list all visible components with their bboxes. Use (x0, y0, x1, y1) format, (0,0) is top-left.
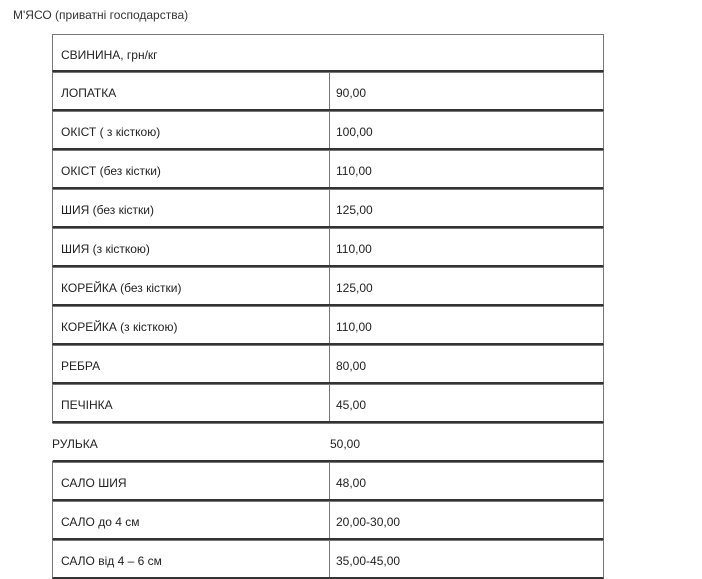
item-name: ШИЯ (з кісткою) (61, 242, 150, 256)
item-name: САЛО до 4 см (61, 515, 140, 529)
column-divider (329, 190, 330, 226)
item-name: РУЛЬКА (52, 437, 98, 451)
item-name: РЕБРА (61, 359, 101, 373)
table-row (52, 111, 604, 150)
table-row (52, 306, 604, 345)
table-row (52, 72, 604, 111)
item-price: 100,00 (336, 125, 373, 139)
item-name: САЛО від 4 – 6 см (61, 554, 162, 568)
item-name: КОРЕЙКА (з кісткою) (61, 320, 178, 334)
column-divider (329, 463, 330, 499)
item-name: ШИЯ (без кістки) (61, 203, 154, 217)
page-caption: М'ЯСО (приватні господарства) (13, 8, 189, 22)
table-row (52, 462, 604, 501)
item-name: ОКІСТ ( з кісткою) (61, 125, 161, 139)
item-price: 50,00 (330, 437, 361, 451)
column-divider (329, 112, 330, 148)
column-divider (329, 73, 330, 109)
column-divider (329, 268, 330, 304)
column-divider (329, 385, 330, 421)
price-table (52, 34, 604, 579)
table-row (52, 150, 604, 189)
table-row (52, 189, 604, 228)
item-price: 45,00 (336, 398, 367, 412)
item-price: 90,00 (336, 86, 367, 100)
table-row (52, 501, 604, 540)
item-price: 35,00-45,00 (336, 554, 401, 568)
table-row (52, 228, 604, 267)
item-name: САЛО ШИЯ (61, 476, 127, 490)
table-header: СВИНИНА, грн/кг (61, 48, 158, 62)
table-header-row (52, 34, 604, 72)
table-row (52, 540, 604, 579)
item-price: 110,00 (336, 242, 372, 256)
item-name: ПЕЧІНКА (61, 398, 113, 412)
table-row (52, 345, 604, 384)
column-divider (329, 502, 330, 538)
item-name: ОКІСТ (без кістки) (61, 164, 161, 178)
column-divider (329, 229, 330, 265)
column-divider (329, 346, 330, 382)
column-divider (329, 307, 330, 343)
item-price: 20,00-30,00 (336, 515, 401, 529)
table-row (52, 423, 604, 462)
column-divider (329, 541, 330, 577)
table-row (52, 267, 604, 306)
item-name: ЛОПАТКА (61, 86, 117, 100)
item-price: 80,00 (336, 359, 367, 373)
column-divider (329, 151, 330, 187)
item-price: 125,00 (336, 281, 373, 295)
item-name: КОРЕЙКА (без кістки) (61, 281, 182, 295)
item-price: 48,00 (336, 476, 367, 490)
item-price: 110,00 (336, 320, 372, 334)
item-price: 110,00 (336, 164, 372, 178)
table-row (52, 384, 604, 423)
item-price: 125,00 (336, 203, 373, 217)
